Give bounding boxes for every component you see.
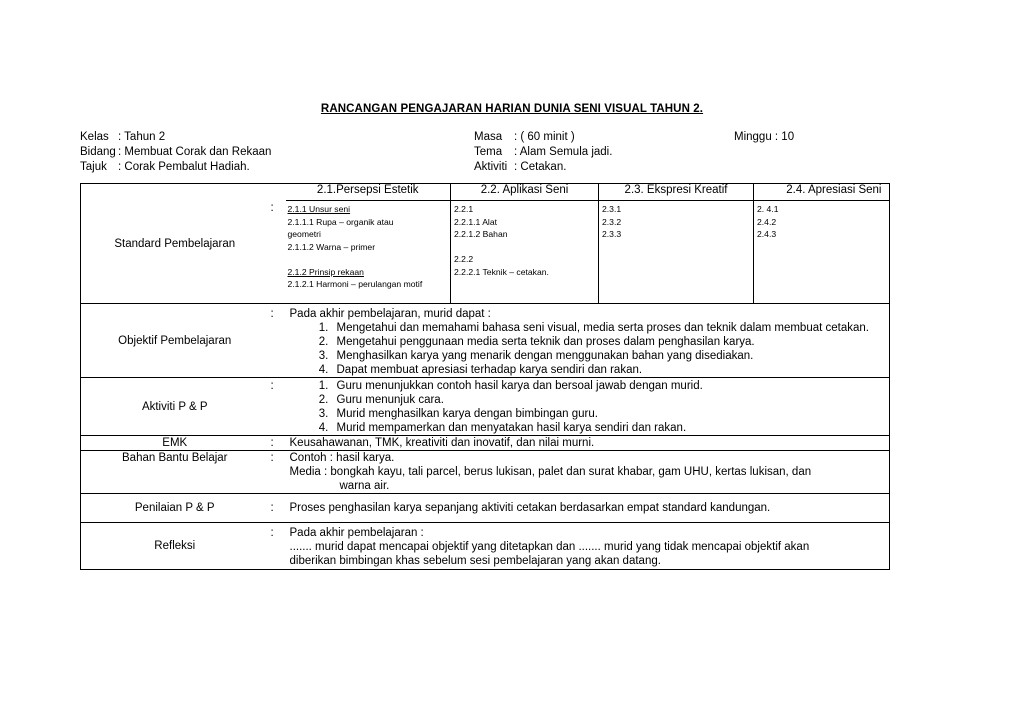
aktiviti-label: Aktiviti: [474, 161, 508, 173]
standard-body-row: [286, 201, 890, 304]
std-c4-l1: 2. 4.1: [757, 204, 779, 214]
aktiviti-item-1-text: Guru menunjukkan contoh hasil karya dan bersoal jawab dengan murid.: [336, 380, 703, 392]
aktiviti-row: [81, 378, 890, 436]
aktiviti-line: [474, 160, 612, 175]
refleksi-row: [81, 523, 890, 570]
std-c4-l2: 2.4.2: [757, 216, 777, 227]
std-c1-l6: 2.1.2 Prinsip rekaan: [287, 266, 364, 277]
emk-label: EMK: [81, 436, 269, 451]
objektif-colon: :: [270, 308, 274, 320]
std-c3-l2: 2.3.2: [602, 216, 622, 227]
objektif-item-4-text: Dapat membuat apresiasi terhadap karya sendiri dan rakan.: [336, 364, 643, 376]
aktiviti-value: : Cetakan.: [514, 161, 567, 173]
std-header-2: 2.2. Aplikasi Seni: [451, 184, 599, 201]
header-middle: [474, 130, 612, 175]
objektif-item-3-text: Menghasilkan karya yang menarik dengan menggunakan bahan yang disediakan.: [336, 350, 754, 362]
std-c1-l2: 2.1.1.1 Rupa – organik atau: [287, 216, 394, 227]
objektif-list: [290, 321, 890, 377]
aktiviti-item-4-text: Murid mempamerkan dan menyatakan hasil karya sendiri dan rakan.: [336, 422, 687, 434]
objektif-row: [81, 304, 890, 378]
objektif-content: [286, 304, 890, 378]
bahan-line-2: Media : bongkah kayu, tali parcel, berus lukisan, palet dan surat khabar, gam UHU, kertas lukisan, dan: [289, 466, 812, 478]
std-col-4: [754, 201, 890, 304]
aktiviti-item-3-text: Murid menghasilkan karya dengan bimbingan guru.: [336, 408, 598, 420]
bahan-colon: :: [270, 452, 274, 464]
standard-row: [81, 184, 890, 304]
bahan-label: Bahan Bantu Belajar: [81, 451, 269, 494]
standard-header-row: [286, 184, 890, 201]
std-c2-l2: 2.2.1.1 Alat: [454, 216, 498, 227]
objektif-item-4: [332, 363, 890, 377]
std-c1-l1: 2.1.1 Unsur seni: [287, 204, 351, 214]
lesson-plan-table: [80, 183, 890, 570]
aktiviti-item-2-text: Guru menunjuk cara.: [336, 394, 444, 406]
aktiviti-item-3: [332, 407, 890, 421]
tema-line: [474, 145, 612, 160]
standard-grid: [286, 184, 890, 303]
page-title: RANCANGAN PENGAJARAN HARIAN DUNIA SENI VISUAL TAHUN 2.: [320, 103, 704, 115]
bidang-line: [80, 145, 271, 160]
std-col-3: [599, 201, 754, 304]
standard-label: Standard Pembelajaran: [114, 237, 236, 250]
objektif-item-1: [332, 321, 890, 335]
refleksi-colon: :: [270, 527, 274, 539]
std-c2-l5: 2.2.2: [454, 254, 474, 264]
tajuk-label: Tajuk: [80, 161, 107, 173]
std-c1-l3: geometri: [287, 229, 321, 239]
aktiviti-item-2: [332, 393, 890, 407]
minggu: Minggu : 10: [734, 131, 795, 143]
masa-label: Masa: [474, 131, 503, 143]
standard-colon: :: [270, 202, 274, 214]
objektif-intro: Pada akhir pembelajaran, murid dapat :: [289, 308, 491, 320]
penilaian-row: [81, 494, 890, 523]
refleksi-content: [286, 523, 890, 570]
std-c2-l1: 2.2.1: [454, 204, 474, 214]
std-c1-l7: 2.1.2.1 Harmoni – perulangan motif: [287, 279, 423, 289]
masa-value: : ( 60 minit ): [514, 131, 575, 143]
bahan-row: [81, 451, 890, 494]
standard-content: [286, 184, 890, 304]
std-col-2: [451, 201, 599, 304]
std-c2-l3: 2.2.1.2 Bahan: [454, 229, 508, 239]
objektif-label: Objektif Pembelajaran: [81, 304, 269, 378]
bahan-content: [286, 451, 890, 494]
tajuk-line: [80, 160, 271, 175]
emk-row: [81, 436, 890, 451]
std-header-3: 2.3. Ekspresi Kreatif: [599, 184, 754, 201]
bidang-value: : Membuat Corak dan Rekaan: [118, 146, 272, 158]
penilaian-label: Penilaian P & P: [81, 494, 269, 523]
std-col-1: [286, 201, 451, 304]
refleksi-line-3: diberikan bimbingan khas sebelum sesi pembelajaran yang akan datang.: [289, 555, 661, 567]
std-c2-l6: 2.2.2.1 Teknik – cetakan.: [454, 266, 549, 277]
aktiviti-item-1: [332, 379, 890, 393]
std-c3-l1: 2.3.1: [602, 204, 622, 214]
objektif-item-2: [332, 335, 890, 349]
aktiviti-item-4: [332, 421, 890, 435]
aktiviti-list: [290, 379, 890, 435]
refleksi-line-1: Pada akhir pembelajaran :: [289, 527, 424, 539]
kelas-value: : Tahun 2: [118, 131, 166, 143]
penilaian-colon: :: [270, 502, 274, 514]
aktiviti-label: Aktiviti P & P: [81, 378, 269, 436]
header-left: [80, 130, 271, 175]
kelas-line: [80, 130, 271, 145]
emk-text: Keusahawanan, TMK, kreativiti dan inovatif, dan nilai murni.: [286, 436, 890, 451]
std-c1-l4: 2.1.1.2 Warna – primer: [287, 241, 376, 252]
tema-label: Tema: [474, 146, 503, 158]
std-c4-l3: 2.4.3: [757, 229, 777, 239]
objektif-item-1-text: Mengetahui dan memahami bahasa seni visual, media serta proses dan teknik dalam membuat cetakan.: [336, 322, 869, 334]
std-c3-l3: 2.3.3: [602, 229, 622, 239]
tajuk-value: : Corak Pembalut Hadiah.: [118, 161, 250, 173]
bahan-line-3: warna air.: [339, 480, 390, 492]
objektif-item-2-text: Mengetahui penggunaan media serta teknik dan proses dalam penghasilan karya.: [336, 336, 755, 348]
std-c1-gap: [288, 253, 451, 266]
aktiviti-content: [286, 378, 890, 436]
refleksi-label: Refleksi: [81, 523, 269, 570]
bahan-line-1: Contoh : hasil karya.: [289, 452, 395, 464]
std-header-4: 2.4. Apresiasi Seni: [754, 184, 890, 201]
std-c2-gap: [454, 241, 598, 254]
emk-colon: :: [270, 437, 274, 449]
bidang-label: Bidang: [80, 146, 116, 158]
aktiviti-colon: :: [270, 380, 274, 392]
penilaian-text: Proses penghasilan karya sepanjang aktiviti cetakan berdasarkan empat standard kandungan.: [286, 494, 890, 523]
std-header-1: 2.1.Persepsi Estetik: [286, 184, 451, 201]
objektif-item-3: [332, 349, 890, 363]
tema-value: : Alam Semula jadi.: [514, 146, 613, 158]
refleksi-line-2: ....... murid dapat mencapai objektif yang ditetapkan dan ....... murid yang tidak mencapai objektif akan: [289, 541, 810, 553]
masa-line: [474, 130, 612, 145]
kelas-label: Kelas: [80, 131, 109, 143]
